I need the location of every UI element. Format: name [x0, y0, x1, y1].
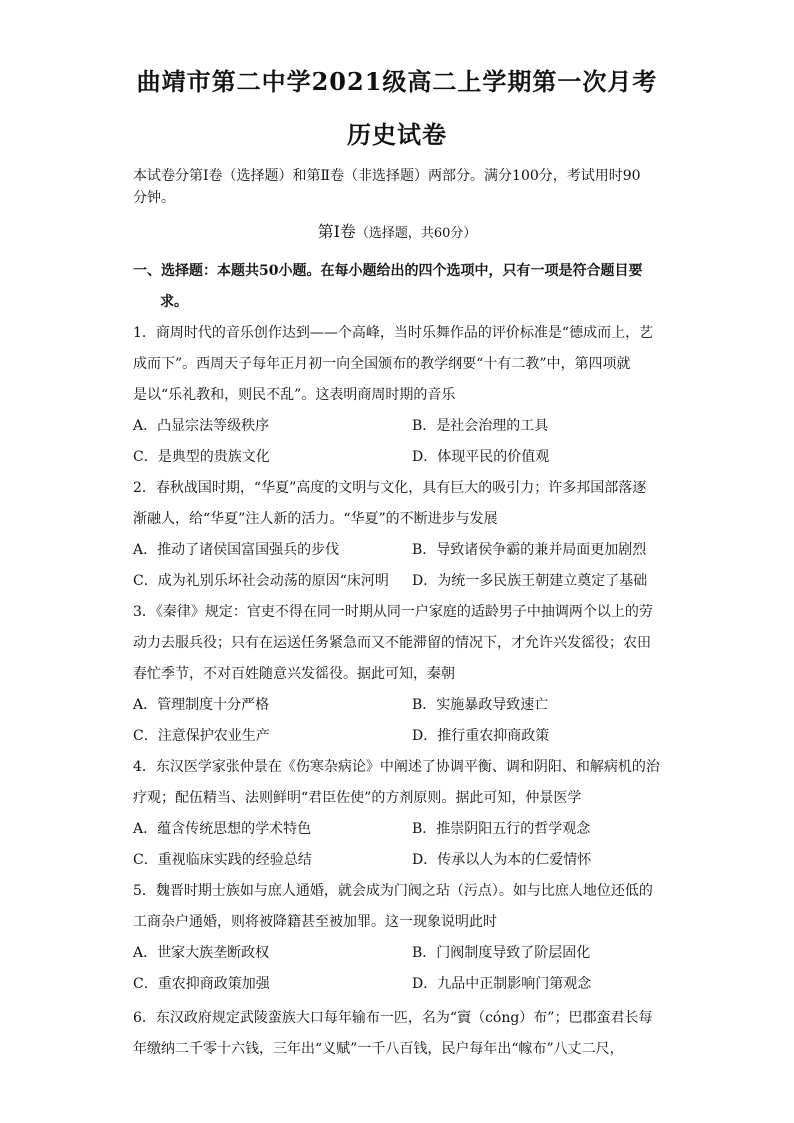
- question-1-option-c: C．是典型的贵族文化: [133, 449, 270, 465]
- question-1-line-3: 是以“乐礼教和，则民不乱”。这表明商周时期的音乐: [133, 387, 456, 403]
- question-2-option-d: D．为统一多民族王朝建立奠定了基础: [412, 573, 648, 589]
- question-3-option-b: B．实施暴政导致速亡: [412, 697, 549, 713]
- section-heading-main: 第Ⅰ卷: [317, 222, 356, 241]
- question-3-line-3: 春忙季节，不对百姓随意兴发徭役。据此可知，秦朝: [133, 666, 455, 682]
- question-1-line-2: 成而下”。西周天子每年正月初一向全国颁布的教学纲要“十有二教”中，第四项就: [133, 356, 631, 372]
- exam-subject-title: 历史试卷: [347, 120, 447, 149]
- question-2-option-c: C．成为礼别乐坏社会动荡的原因“床河明: [133, 573, 389, 589]
- section-heading-sub: （选择题，共60分）: [355, 226, 477, 241]
- question-5-option-b: B．门阀制度导致了阶层固化: [412, 945, 591, 961]
- intro-line-2: 分钟。: [133, 190, 175, 206]
- question-4-option-b: B．推崇阴阳五行的哲学观念: [412, 821, 591, 837]
- question-5-option-c: C．重农抑商政策加强: [133, 976, 270, 992]
- section-heading: [0, 222, 794, 244]
- question-4-option-c: C．重视临床实践的经验总结: [133, 852, 312, 868]
- question-6-line-2: 年缴纳二千零十六钱，三年出“义赋”一千八百钱，民户每年出“幏布”八丈二尺，: [133, 1041, 624, 1057]
- question-1-option-b: B．是社会治理的工具: [412, 418, 549, 434]
- question-4-line-2: 疗观；配伍精当、法则鲜明“君臣佐使”的方剂原则。据此可知，仲景医学: [133, 790, 582, 806]
- question-3-option-d: D．推行重农抑商政策: [412, 728, 550, 744]
- question-1-line-1: 1．商周时代的音乐创作达到——个高峰，当时乐舞作品的评价标准是“德成而上，艺: [133, 325, 654, 341]
- question-2-line-1: 2．春秋战国时期，“华夏”高度的文明与文化，具有巨大的吸引力；许多邦国部落逐: [133, 480, 647, 496]
- question-5-line-1: 5．魏晋时期士族如与庶人通婚，就会成为门阀之玷（污点）。如与比庶人地位还低的: [133, 883, 653, 899]
- question-1-option-d: D．体现平民的价值观: [412, 449, 550, 465]
- question-2-option-b: B．导致诸侯争霸的兼并局面更加剧烈: [412, 542, 647, 558]
- question-4-option-a: A．蕴含传统思想的学术特色: [133, 821, 312, 837]
- question-4-line-1: 4．东汉医学家张仲景在《伤寒杂病论》中阐述了协调平衡、调和阴阳、和解病机的治: [133, 759, 660, 775]
- question-5-line-2: 工商杂户通婚，则将被降籍甚至被加罪。这一现象说明此时: [133, 914, 497, 930]
- question-2-option-a: A．推动了诸侯国富国强兵的步伐: [133, 542, 340, 558]
- instruction-line-1: 一、选择题：本题共50小题。在每小题给出的四个选项中，只有一项是符合题目要: [133, 263, 643, 279]
- question-3-option-a: A．管理制度十分严格: [133, 697, 270, 713]
- question-4-option-d: D．传承以人为本的仁爱情怀: [412, 852, 592, 868]
- question-6-line-1: 6．东汉政府规定武陵蛮族大口每年输布一匹，名为“賨（cóng）布”；巴郡蛮君长每: [133, 1010, 653, 1026]
- exam-title: 曲靖市第二中学2021级高二上学期第一次月考: [136, 67, 658, 96]
- question-3-line-1: 3．《秦律》规定：官吏不得在同一时期从同一户家庭的适龄男子中抽调两个以上的劳: [133, 604, 653, 620]
- instruction-line-2: 求。: [160, 294, 188, 310]
- question-2-line-2: 渐融人，给“华夏”注人新的活力。“华夏”的不断进步与发展: [133, 511, 498, 527]
- intro-line-1: 本试卷分第Ⅰ卷（选择题）和第Ⅱ卷（非选择题）两部分。满分100分，考试用时90: [133, 168, 641, 184]
- question-3-line-2: 动力去服兵役；只有在运送任务紧急而又不能滞留的情况下，才允许兴发徭役；农田: [133, 635, 651, 651]
- question-5-option-d: D．九品中正制影响门第观念: [412, 976, 592, 992]
- question-1-option-a: A．凸显宗法等级秩序: [133, 418, 270, 434]
- question-5-option-a: A．世家大族垄断政权: [133, 945, 270, 961]
- question-3-option-c: C．注意保护农业生产: [133, 728, 270, 744]
